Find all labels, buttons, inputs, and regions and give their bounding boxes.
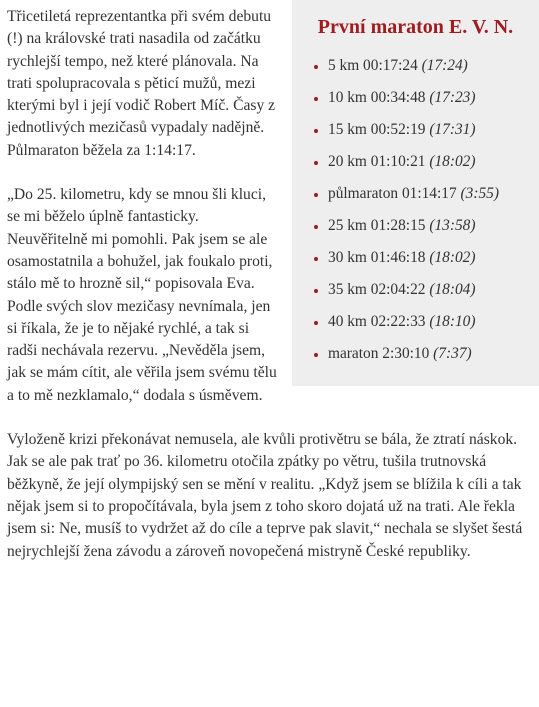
split-item <box>314 82 539 114</box>
split-label: 5 km 00:17:24 <box>328 57 418 74</box>
bullet-icon <box>314 257 318 261</box>
split-pace: (18:02) <box>429 249 476 266</box>
split-label: půlmaraton 01:14:17 <box>328 185 457 202</box>
bullet-icon <box>314 353 318 357</box>
bullet-icon <box>314 97 318 101</box>
bullet-icon <box>314 193 318 197</box>
split-pace: (13:58) <box>429 217 476 234</box>
split-item <box>314 114 539 146</box>
split-label: 30 km 01:46:18 <box>328 249 426 266</box>
split-label: 35 km 02:04:22 <box>328 281 426 298</box>
article-paragraph: Třicetiletá reprezentantka při svém debutu (!) na královské trati nasadila od začátku rychlejší tempo, než které plánovala. Na trati spolupracovala s pěticí mužů, mezi kterými byl i její vodič Robert Míč. Časy z jednotlivých mezičasů vypadaly nadějně. Půlmaraton běžela za 1:14:17. <box>7 8 276 159</box>
split-label: 25 km 01:28:15 <box>328 217 426 234</box>
split-item <box>314 146 539 178</box>
bullet-icon <box>314 289 318 293</box>
split-pace: (18:10) <box>429 313 476 330</box>
split-pace: (17:23) <box>429 89 476 106</box>
split-item <box>314 242 539 274</box>
split-pace: (18:02) <box>429 153 476 170</box>
split-item <box>314 50 539 82</box>
splits-sidebar <box>292 0 539 386</box>
bullet-icon <box>314 225 318 229</box>
split-pace: (18:04) <box>429 281 476 298</box>
bullet-icon <box>314 161 318 165</box>
split-item <box>314 306 539 338</box>
bullet-icon <box>314 65 318 69</box>
split-label: 10 km 00:34:48 <box>328 89 426 106</box>
split-label: 40 km 02:22:33 <box>328 313 426 330</box>
sidebar-title: První maraton E. V. N. <box>317 16 514 38</box>
split-item <box>314 178 539 210</box>
split-pace: (7:37) <box>433 345 472 362</box>
article-paragraph: „Do 25. kilometru, kdy se mnou šli kluci, se mi běželo úplně fantasticky. Neuvěřitelně mi pomohli. Pak jsem se ale osamostatnila a bohužel, jak foukalo proti, stálo mě to hrozně sil,“ popisovala Eva. Podle svých slov mezičasy nevnímala, jen si říkala, že je to nějaké rychlé, a tak si radši nechávala rezervu. „Nevěděla jsem, jak se mám cítit, ale věřila jsem svému tělu a to mě nezklamalo,“ dodala s úsměvem. <box>7 186 277 404</box>
split-pace: (3:55) <box>460 185 499 202</box>
split-item <box>314 274 539 306</box>
splits-list <box>292 50 539 370</box>
split-label: 20 km 01:10:21 <box>328 153 426 170</box>
bullet-icon <box>314 321 318 325</box>
article-paragraph: Vyloženě krizi překonávat nemusela, ale kvůli protivětru se bála, že ztratí náskok. Jak se ale pak trať po 36. kilometru otočila zpátky po větru, tušila trutnovská běžkyně, že její olympijský sen se mění v realitu. „Když jsem se blížila k cíli a tak nějak jsem si to propočítávala, byla jsem z toho skoro dojatá už na trati. Ale řekla jsem si: Ne, musíš to vydržet až do cíle a teprve pak slavit,“ nechala se slyšet šestá nejrychlejší žena závodu a zároveň novopečená mistryně České republiky. <box>7 431 523 560</box>
split-item <box>314 338 539 370</box>
split-label: 15 km 00:52:19 <box>328 121 426 138</box>
bullet-icon <box>314 129 318 133</box>
split-pace: (17:31) <box>429 121 476 138</box>
split-pace: (17:24) <box>421 57 468 74</box>
split-item <box>314 210 539 242</box>
split-label: maraton 2:30:10 <box>328 345 430 362</box>
